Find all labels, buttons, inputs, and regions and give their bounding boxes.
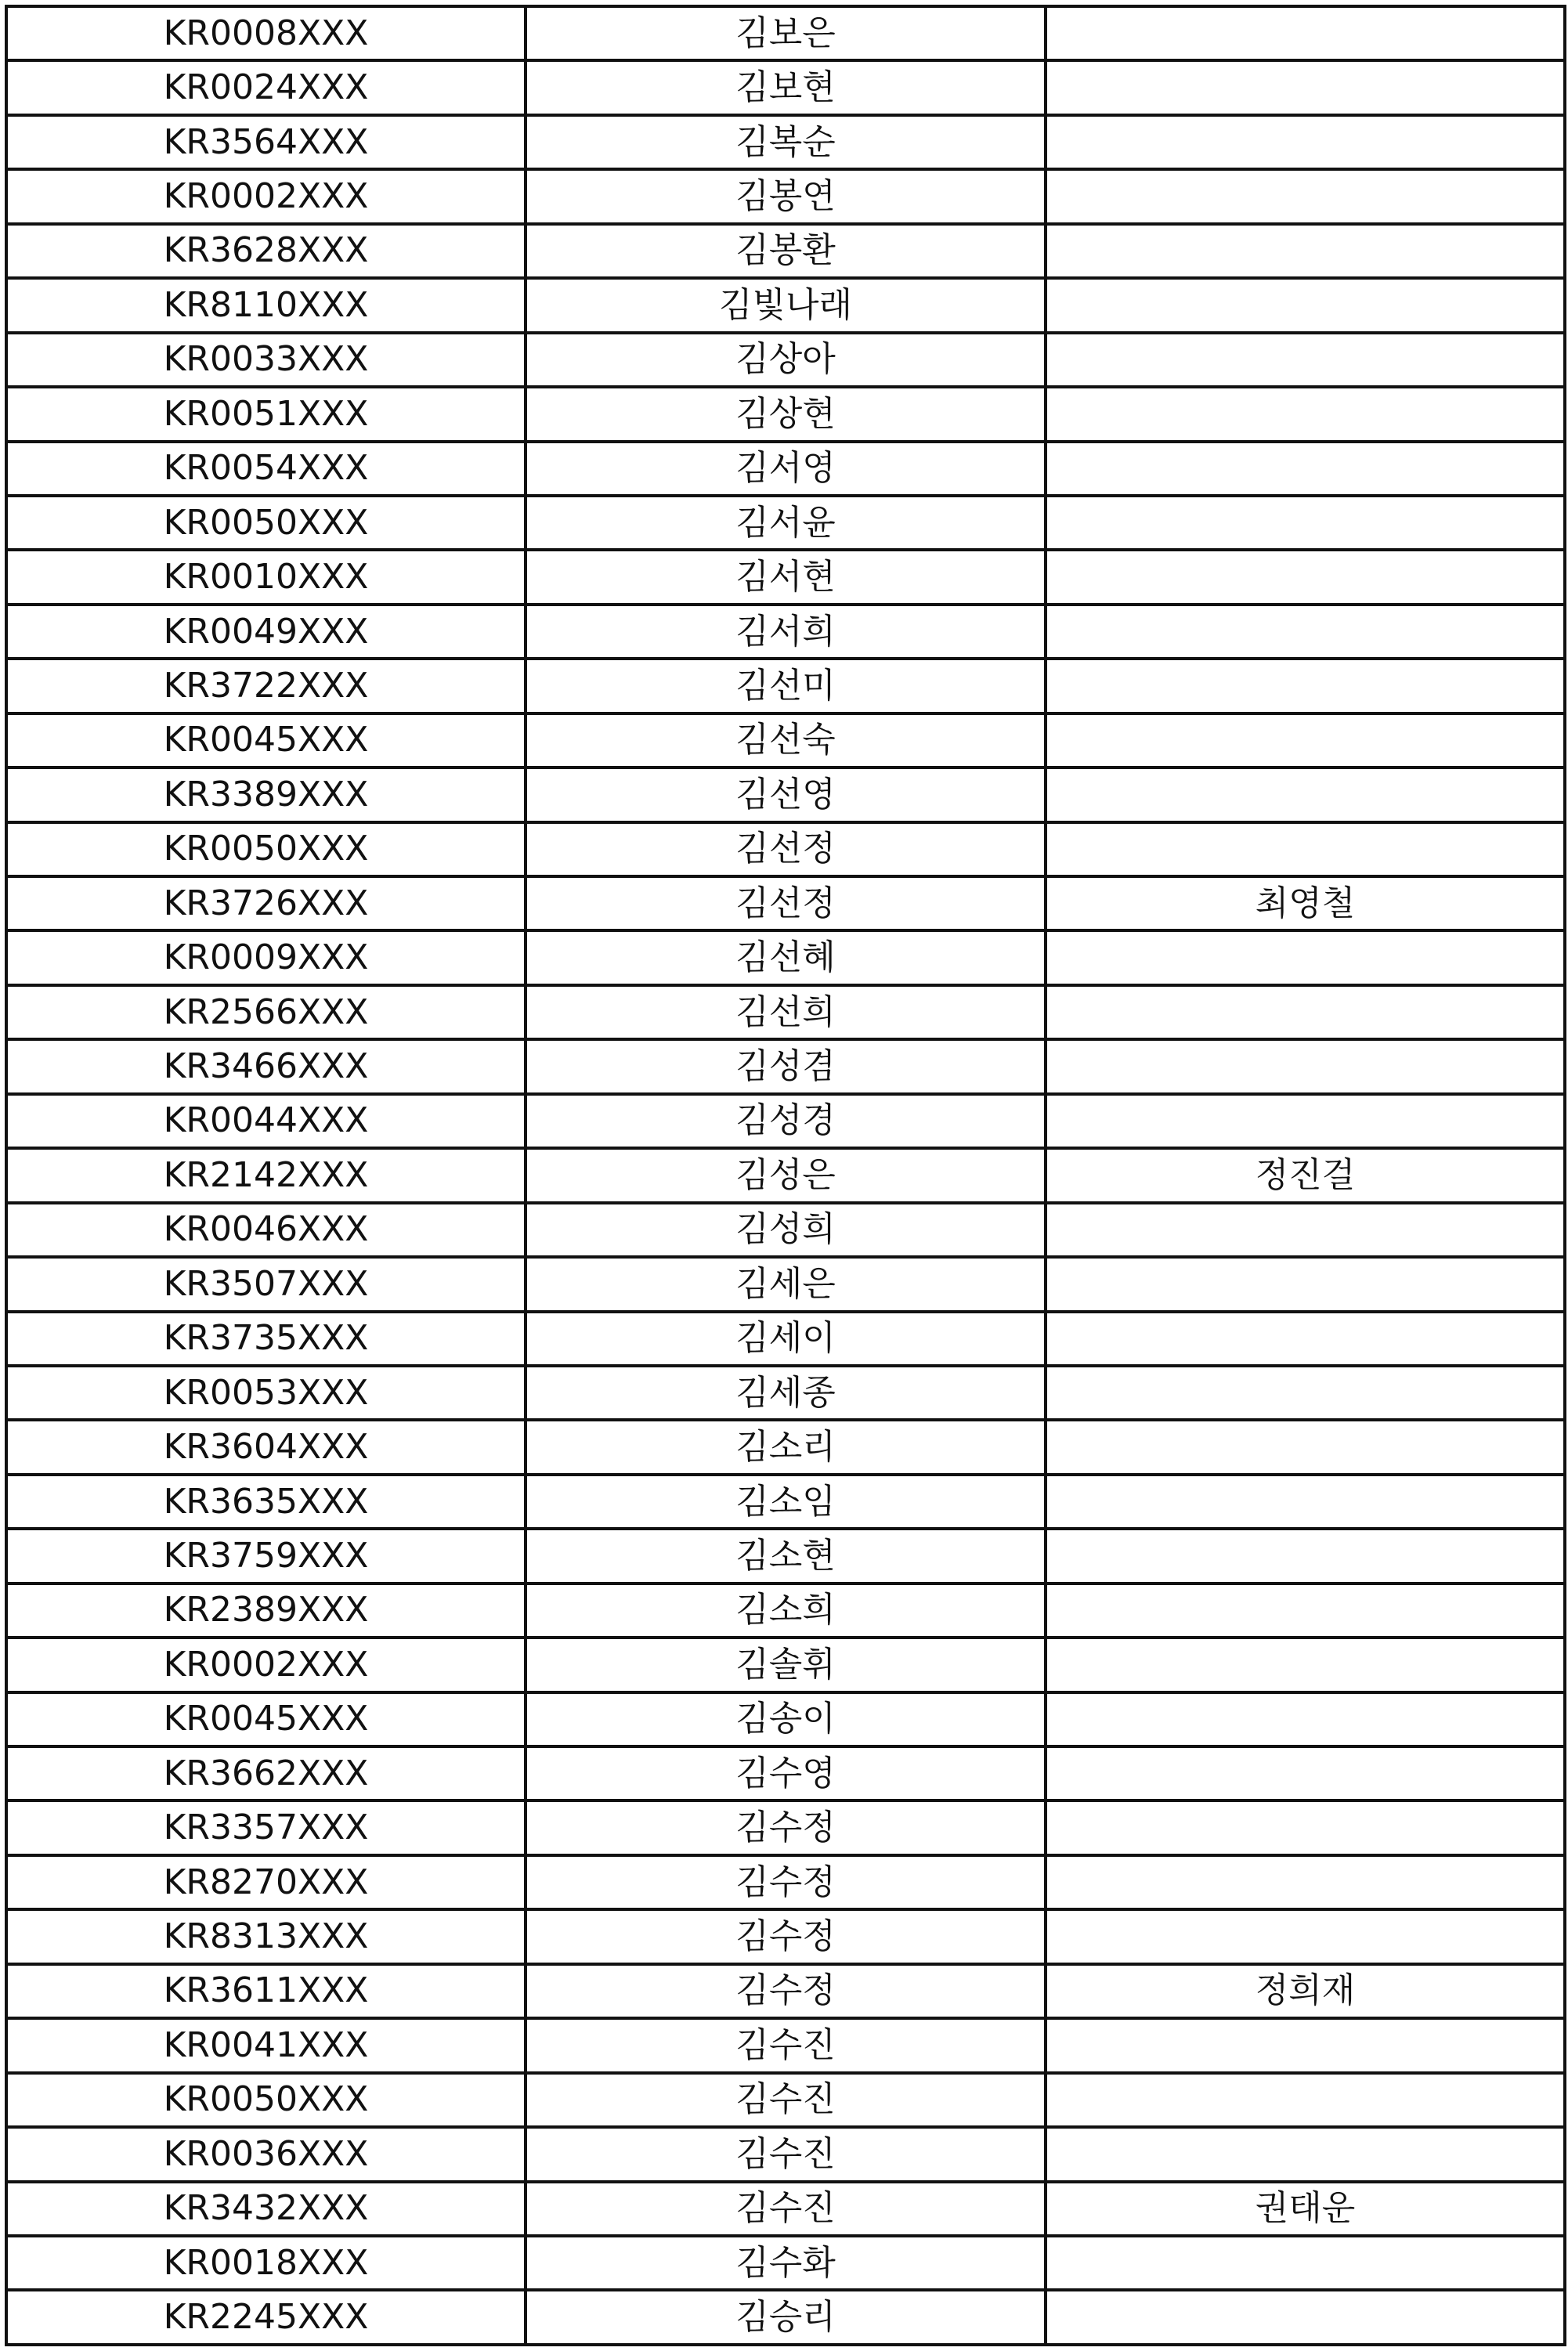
note-cell xyxy=(1046,1692,1565,1746)
code-cell: KR8313XXX xyxy=(6,1909,526,1963)
name-cell: 김수진 xyxy=(526,2127,1046,2181)
code-cell: KR3564XXX xyxy=(6,115,526,169)
note-cell: 정희재 xyxy=(1046,1964,1565,2018)
code-cell: KR0045XXX xyxy=(6,1692,526,1746)
name-cell: 김선숙 xyxy=(526,713,1046,767)
name-cell: 김솔휘 xyxy=(526,1638,1046,1692)
note-cell xyxy=(1046,278,1565,332)
table-row xyxy=(6,169,1565,223)
note-cell xyxy=(1046,1475,1565,1529)
note-cell xyxy=(1046,2073,1565,2127)
code-cell: KR0024XXX xyxy=(6,60,526,114)
code-cell: KR3507XXX xyxy=(6,1257,526,1311)
table-row xyxy=(6,876,1565,930)
name-cell: 김서희 xyxy=(526,605,1046,659)
name-cell: 김봉연 xyxy=(526,169,1046,223)
code-cell: KR3389XXX xyxy=(6,767,526,822)
name-cell: 김봉환 xyxy=(526,224,1046,278)
code-cell: KR0050XXX xyxy=(6,496,526,550)
table-row xyxy=(6,1529,1565,1583)
note-cell xyxy=(1046,333,1565,387)
table-row xyxy=(6,1257,1565,1311)
table-row xyxy=(6,2182,1565,2236)
code-cell: KR2389XXX xyxy=(6,1584,526,1638)
name-cell: 김수정 xyxy=(526,1855,1046,1909)
table-row xyxy=(6,1366,1565,1420)
table-row xyxy=(6,1964,1565,2018)
table-row xyxy=(6,713,1565,767)
name-cell: 김상아 xyxy=(526,333,1046,387)
name-cell: 김선희 xyxy=(526,985,1046,1039)
code-cell: KR3759XXX xyxy=(6,1529,526,1583)
code-cell: KR3611XXX xyxy=(6,1964,526,2018)
note-cell xyxy=(1046,224,1565,278)
table-row xyxy=(6,496,1565,550)
code-cell: KR3466XXX xyxy=(6,1039,526,1093)
name-cell: 김성경 xyxy=(526,1094,1046,1148)
table-row xyxy=(6,930,1565,984)
name-cell: 김수진 xyxy=(526,2182,1046,2236)
name-cell: 김서윤 xyxy=(526,496,1046,550)
code-cell: KR0018XXX xyxy=(6,2236,526,2290)
note-cell xyxy=(1046,930,1565,984)
note-cell xyxy=(1046,2127,1565,2181)
table-row xyxy=(6,1094,1565,1148)
name-cell: 김수정 xyxy=(526,1800,1046,1854)
note-cell xyxy=(1046,1909,1565,1963)
note-cell xyxy=(1046,659,1565,713)
table-row xyxy=(6,605,1565,659)
code-cell: KR3628XXX xyxy=(6,224,526,278)
roster-table-body xyxy=(6,6,1565,2345)
code-cell: KR0049XXX xyxy=(6,605,526,659)
code-cell: KR2566XXX xyxy=(6,985,526,1039)
code-cell: KR0041XXX xyxy=(6,2018,526,2072)
note-cell: 권태운 xyxy=(1046,2182,1565,2236)
table-row xyxy=(6,6,1565,60)
note-cell xyxy=(1046,2236,1565,2290)
note-cell xyxy=(1046,115,1565,169)
code-cell: KR2245XXX xyxy=(6,2290,526,2345)
name-cell: 김빛나래 xyxy=(526,278,1046,332)
note-cell xyxy=(1046,169,1565,223)
note-cell xyxy=(1046,1584,1565,1638)
code-cell: KR3604XXX xyxy=(6,1420,526,1474)
table-row xyxy=(6,1039,1565,1093)
note-cell xyxy=(1046,1420,1565,1474)
name-cell: 김소희 xyxy=(526,1584,1046,1638)
table-row xyxy=(6,2127,1565,2181)
name-cell: 김성겸 xyxy=(526,1039,1046,1093)
note-cell xyxy=(1046,60,1565,114)
note-cell xyxy=(1046,1203,1565,1257)
table-row xyxy=(6,1420,1565,1474)
note-cell xyxy=(1046,2018,1565,2072)
table-row xyxy=(6,1312,1565,1366)
name-cell: 김소현 xyxy=(526,1529,1046,1583)
table-row xyxy=(6,2073,1565,2127)
code-cell: KR8110XXX xyxy=(6,278,526,332)
table-row xyxy=(6,2290,1565,2345)
code-cell: KR0053XXX xyxy=(6,1366,526,1420)
name-cell: 김복순 xyxy=(526,115,1046,169)
code-cell: KR3722XXX xyxy=(6,659,526,713)
table-row xyxy=(6,333,1565,387)
code-cell: KR0009XXX xyxy=(6,930,526,984)
table-row xyxy=(6,767,1565,822)
note-cell xyxy=(1046,1800,1565,1854)
name-cell: 김소리 xyxy=(526,1420,1046,1474)
code-cell: KR0008XXX xyxy=(6,6,526,60)
note-cell xyxy=(1046,985,1565,1039)
code-cell: KR0046XXX xyxy=(6,1203,526,1257)
roster-table xyxy=(5,5,1566,2346)
name-cell: 김상현 xyxy=(526,387,1046,441)
table-row xyxy=(6,659,1565,713)
note-cell xyxy=(1046,387,1565,441)
code-cell: KR3357XXX xyxy=(6,1800,526,1854)
code-cell: KR0033XXX xyxy=(6,333,526,387)
note-cell xyxy=(1046,1094,1565,1148)
note-cell xyxy=(1046,1529,1565,1583)
note-cell: 최영철 xyxy=(1046,876,1565,930)
code-cell: KR0002XXX xyxy=(6,1638,526,1692)
document-page xyxy=(5,5,1563,2346)
name-cell: 김선미 xyxy=(526,659,1046,713)
name-cell: 김성희 xyxy=(526,1203,1046,1257)
code-cell: KR0050XXX xyxy=(6,822,526,876)
note-cell xyxy=(1046,713,1565,767)
name-cell: 김수진 xyxy=(526,2073,1046,2127)
code-cell: KR2142XXX xyxy=(6,1148,526,1202)
code-cell: KR0036XXX xyxy=(6,2127,526,2181)
name-cell: 김수영 xyxy=(526,1746,1046,1800)
name-cell: 김세종 xyxy=(526,1366,1046,1420)
name-cell: 김송이 xyxy=(526,1692,1046,1746)
table-row xyxy=(6,278,1565,332)
table-row xyxy=(6,822,1565,876)
note-cell xyxy=(1046,442,1565,496)
name-cell: 김성은 xyxy=(526,1148,1046,1202)
code-cell: KR3635XXX xyxy=(6,1475,526,1529)
name-cell: 김승리 xyxy=(526,2290,1046,2345)
code-cell: KR3432XXX xyxy=(6,2182,526,2236)
name-cell: 김수진 xyxy=(526,2018,1046,2072)
table-row xyxy=(6,224,1565,278)
name-cell: 김세이 xyxy=(526,1312,1046,1366)
table-row xyxy=(6,985,1565,1039)
note-cell xyxy=(1046,1746,1565,1800)
name-cell: 김보은 xyxy=(526,6,1046,60)
table-row xyxy=(6,1909,1565,1963)
table-row xyxy=(6,442,1565,496)
note-cell xyxy=(1046,6,1565,60)
table-row xyxy=(6,1692,1565,1746)
table-row xyxy=(6,1638,1565,1692)
name-cell: 김보현 xyxy=(526,60,1046,114)
code-cell: KR3735XXX xyxy=(6,1312,526,1366)
code-cell: KR0054XXX xyxy=(6,442,526,496)
table-row xyxy=(6,1475,1565,1529)
table-row xyxy=(6,115,1565,169)
table-row xyxy=(6,1855,1565,1909)
code-cell: KR8270XXX xyxy=(6,1855,526,1909)
code-cell: KR0002XXX xyxy=(6,169,526,223)
table-row xyxy=(6,387,1565,441)
note-cell xyxy=(1046,1039,1565,1093)
code-cell: KR0050XXX xyxy=(6,2073,526,2127)
name-cell: 김수정 xyxy=(526,1909,1046,1963)
name-cell: 김수화 xyxy=(526,2236,1046,2290)
table-row xyxy=(6,1148,1565,1202)
note-cell xyxy=(1046,605,1565,659)
table-row xyxy=(6,2018,1565,2072)
note-cell xyxy=(1046,2290,1565,2345)
table-row xyxy=(6,1746,1565,1800)
note-cell xyxy=(1046,767,1565,822)
code-cell: KR3662XXX xyxy=(6,1746,526,1800)
table-row xyxy=(6,1203,1565,1257)
note-cell xyxy=(1046,496,1565,550)
code-cell: KR0010XXX xyxy=(6,550,526,604)
code-cell: KR0051XXX xyxy=(6,387,526,441)
note-cell xyxy=(1046,1312,1565,1366)
table-row xyxy=(6,60,1565,114)
note-cell xyxy=(1046,822,1565,876)
table-row xyxy=(6,550,1565,604)
name-cell: 김소임 xyxy=(526,1475,1046,1529)
name-cell: 김서현 xyxy=(526,550,1046,604)
name-cell: 김선영 xyxy=(526,767,1046,822)
name-cell: 김선혜 xyxy=(526,930,1046,984)
table-row xyxy=(6,2236,1565,2290)
name-cell: 김서영 xyxy=(526,442,1046,496)
note-cell xyxy=(1046,1366,1565,1420)
table-row xyxy=(6,1800,1565,1854)
note-cell xyxy=(1046,550,1565,604)
code-cell: KR3726XXX xyxy=(6,876,526,930)
note-cell: 정진걸 xyxy=(1046,1148,1565,1202)
name-cell: 김세은 xyxy=(526,1257,1046,1311)
code-cell: KR0045XXX xyxy=(6,713,526,767)
code-cell: KR0044XXX xyxy=(6,1094,526,1148)
note-cell xyxy=(1046,1855,1565,1909)
name-cell: 김선정 xyxy=(526,876,1046,930)
note-cell xyxy=(1046,1638,1565,1692)
note-cell xyxy=(1046,1257,1565,1311)
name-cell: 김수정 xyxy=(526,1964,1046,2018)
table-row xyxy=(6,1584,1565,1638)
name-cell: 김선정 xyxy=(526,822,1046,876)
